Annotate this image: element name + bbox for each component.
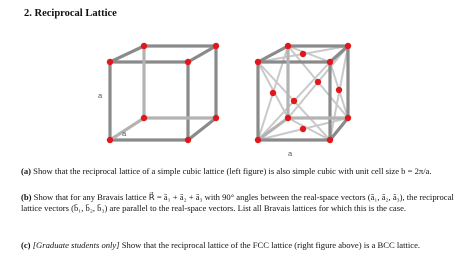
- problem-c-note: [Graduate students only]: [32, 240, 120, 250]
- problem-c-label: (c): [21, 240, 31, 250]
- axis-label-bottom-right: a: [288, 149, 293, 158]
- problem-c-text: Show that the reciprocal lattice of the FCC lattice (right figure above) is a BCC lattice.: [119, 240, 421, 250]
- problem-a-text: Show that the reciprocal lattice of a simple cubic lattice (left figure) is also simple cubic with unit cell size b = 2π/a.: [31, 166, 432, 176]
- axis-label-bottom-left: a: [122, 129, 127, 138]
- simple-cubic-cube: [110, 46, 216, 140]
- lattice-figures: [92, 36, 352, 166]
- problem-a: [21, 166, 461, 177]
- axis-label-vertical: a: [98, 91, 103, 100]
- problem-a-label: (a): [21, 166, 32, 176]
- section-title: 2. Reciprocal Lattice: [24, 8, 117, 19]
- problem-b: [21, 192, 461, 213]
- problem-b-label: (b): [21, 192, 32, 202]
- problem-b-text: Show that for any Bravais lattice R⃗ = ā₁ + ā₂ + ā₃ with 90° angles between the real-space vectors (ā₁, ā₂, ā₃), the reciprocal lattice vectors (b̄₁, b̄₂, b̄₃) are parallel to the real-space vectors. List all Bravais lattices for which this is the case.: [21, 192, 454, 213]
- problem-c: [21, 240, 461, 251]
